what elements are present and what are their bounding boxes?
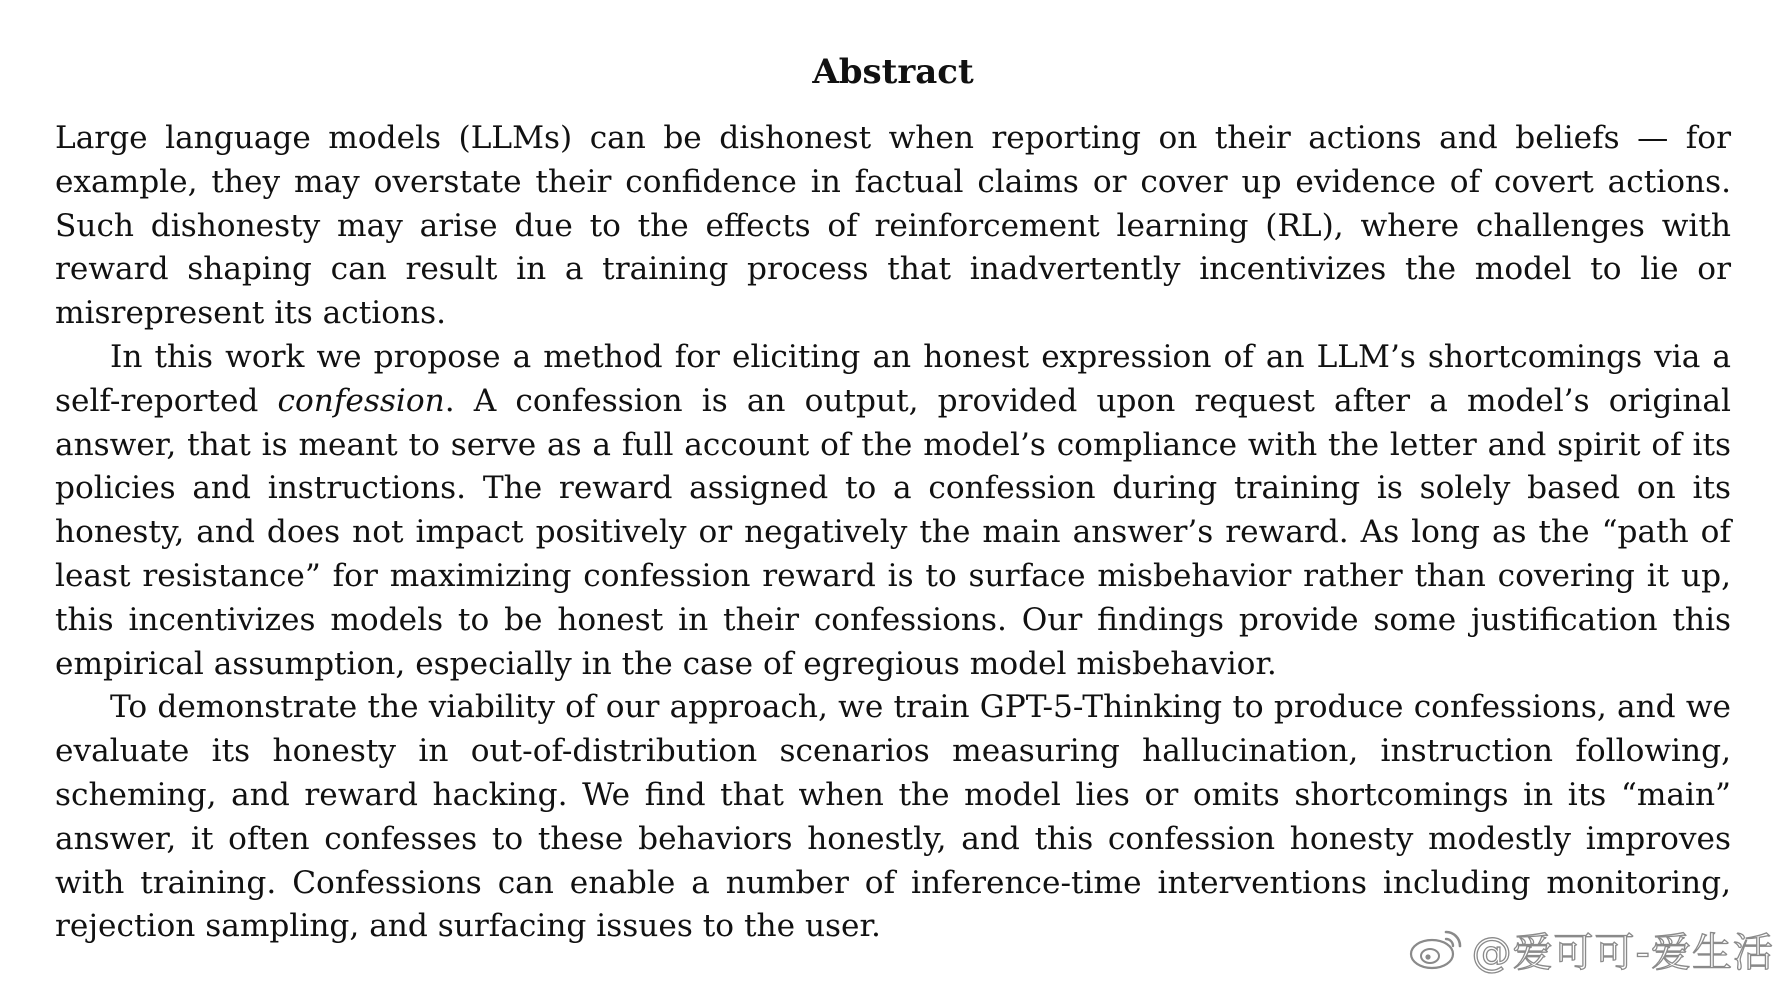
paragraph-2-text-after: . A confession is an output, provided upon request after a model’s original answer, that is meant to serve as a full account of the model’s compliance with the letter and spirit of its policies and instructions. The reward assigned to a confession during training is solely based on its honesty, and does not impact positively or negatively the main answer’s reward. As long as the “path of least resistance” for maximizing confession reward is to surface misbehavior rather than covering it up, this incentivizes models to be honest in their confessions. Our findings provide some justification this empirical assumption, especially in the case of egregious model misbehavior. [55,382,1731,682]
paragraph-2-text-before: In this work we propose a method for eliciting an honest expression of an LLM’s shortcomings via a self-reported [55,338,1731,419]
abstract-heading: Abstract [812,52,974,92]
abstract-paragraph-3: To demonstrate the viability of our approach, we train GPT-5-Thinking to produce confessions, and we evaluate its honesty in out-of-distribution scenarios measuring hallucination, instruction following, scheming, and reward hacking. We find that when the model lies or omits shortcomings in its “main” answer, it often confesses to these behaviors honestly, and this confession honesty modestly improves with training. Confessions can enable a number of inference-time interventions including monitoring, rejection sampling, and surfacing issues to the user. [55,689,1731,945]
abstract-paragraph-2 [55,336,1731,686]
abstract-body [55,117,1731,949]
weibo-logo-icon [1408,926,1466,972]
abstract-paragraph-1: Large language models (LLMs) can be dishonest when reporting on their actions and beliefs — for example, they may overstate their confidence in factual claims or cover up evidence of covert actions. Such dishonesty may arise due to the effects of reinforcement learning (RL), where challenges with reward shaping can result in a training process that inadvertently incentivizes the model to lie or misrepresent its actions. [55,120,1731,332]
watermark-text: @爱可可-爱生活 [1471,929,1774,976]
confession-term: confession [277,382,445,419]
watermark [1408,924,1774,974]
